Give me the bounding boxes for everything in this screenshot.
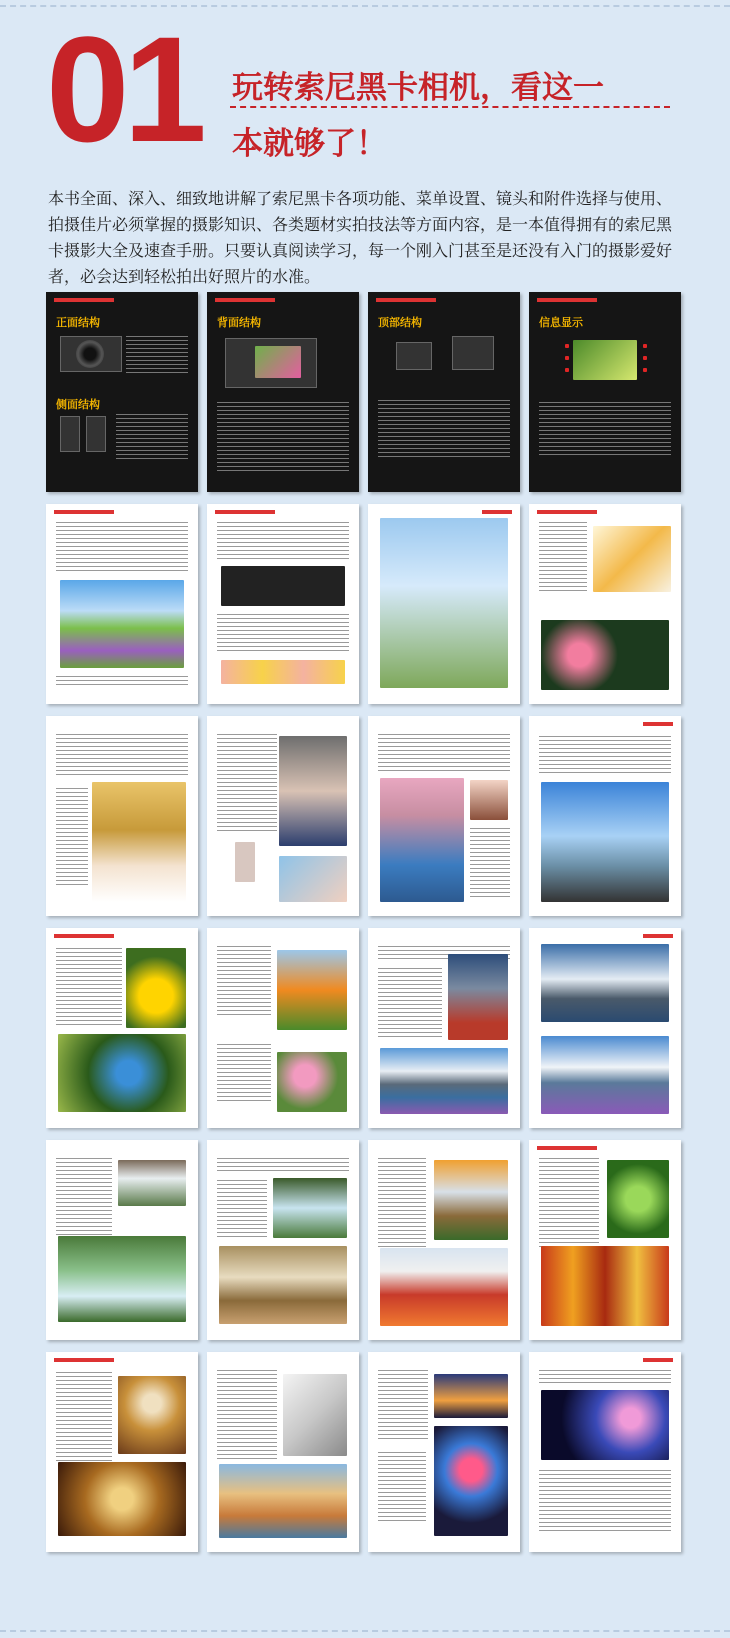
lake-mountains-photo [380,1048,508,1114]
river-rocks-photo [219,1246,347,1324]
preview-page [368,1352,520,1552]
colored-flowers-photo [541,620,669,690]
canal-buildings-photo [219,1464,347,1538]
page-heading: 正面结构 [56,316,100,329]
green-leaf-photo [607,1160,669,1238]
preview-page [207,716,359,916]
menu-table-image [221,566,345,606]
yellow-flower-photo [126,948,186,1028]
ferris-wheel-photo [434,1426,508,1536]
preview-page [46,716,198,916]
preview-page [368,504,520,704]
church-interior-photo [58,1462,186,1536]
headline-line-1: 玩转索尼黑卡相机，看这一 [232,70,604,106]
page-heading: 背面结构 [217,316,261,329]
small-flowers-photo [593,526,671,592]
waterfall-photo [118,1160,186,1206]
field-flowers-photo [60,580,184,668]
preview-page [46,1352,198,1552]
preview-page-info [529,292,681,492]
autumn-forest-photo [541,1246,669,1326]
preview-page-front-side [46,292,198,492]
page-heading: 侧面结构 [56,398,100,411]
preview-page [207,504,359,704]
waterfall-photo [273,1178,347,1238]
street-portrait-photo [541,782,669,902]
mountain-photo [448,954,508,1040]
section-number: 01 [46,5,201,173]
red-autumn-photo [380,1248,508,1326]
page-heading: 顶部结构 [378,316,422,329]
camera-top-image [396,342,432,370]
page-heading: 信息显示 [539,316,583,329]
orange-flowers-photo [277,950,347,1030]
headline-line-2: 本就够了！ [232,126,387,162]
preview-page [529,504,681,704]
portrait-photo [380,778,464,902]
intro-paragraph: 本书全面、深入、细致地讲解了索尼黑卡各项功能、菜单设置、镜头和附件选择与使用、拍摄佳片必须掌握的摄影知识、各类题材实拍技法等方面内容，是一本值得拥有的索尼黑卡摄影大全及速查手册。只要认真阅读学习，每一个刚入门甚至是还没有入门的摄影爱好者，必会达到轻松拍出好照片的水准。 [48,189,673,286]
toy-figures-image [221,660,345,684]
architecture-photo [283,1374,347,1456]
preview-page [529,1140,681,1340]
blue-flower-photo [58,1034,186,1112]
preview-page [368,716,520,916]
camera-side-image [60,416,80,452]
headline-divider [230,106,670,108]
autumn-mountain-photo [434,1160,508,1240]
mountain-lake-photo [541,1036,669,1114]
preview-page [46,504,198,704]
preview-page-back [207,292,359,492]
waterfall-forest-photo [58,1236,186,1322]
info-screen-image [573,340,637,380]
preview-page [529,716,681,916]
bottom-dashed-border [0,1630,730,1632]
church-dome-photo [118,1376,186,1454]
preview-page [207,928,359,1128]
preview-page [529,1352,681,1552]
preview-page-top [368,292,520,492]
preview-page [207,1140,359,1340]
pink-flowers-photo [277,1052,347,1112]
portrait-photo [279,856,347,902]
preview-page [46,1140,198,1340]
daisies-photo [380,518,508,688]
preview-page [368,928,520,1128]
fireworks-photo [541,1390,669,1460]
bridge-night-photo [434,1374,508,1418]
portrait-photo [92,782,186,902]
preview-page [46,928,198,1128]
preview-page [207,1352,359,1552]
snow-mountain-photo [541,944,669,1022]
portrait-photo [279,736,347,846]
preview-page [529,928,681,1128]
preview-page [368,1140,520,1340]
